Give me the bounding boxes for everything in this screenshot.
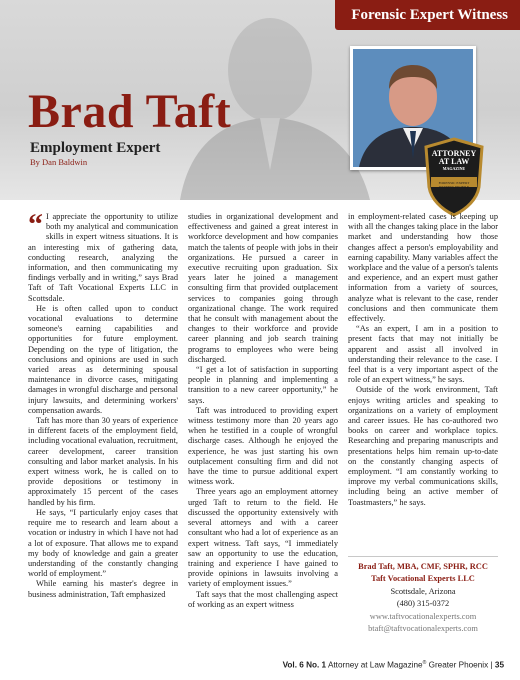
footer-edition: Greater Phoenix	[428, 660, 489, 670]
article-paragraph: He is often called upon to conduct vocational evaluations to determine someone's earning capabilities and opportunities for future employment. Depending on the type of litigation, the conclusions and opinions are used in such varied areas as determining spousal maintenance in divorce cases, mitigating damages in wrongful discharge and personal injury lawsuits, and determining workers' compensation awards.	[28, 303, 178, 415]
contact-city: Scottsdale, Arizona	[390, 586, 456, 596]
page-number: 35	[494, 660, 504, 670]
article-paragraph: Taft says that the most challenging aspect of working as an expert witness	[188, 589, 338, 609]
contact-phone: (480) 315-0372	[396, 599, 450, 609]
article-paragraph: Outside of the work environment, Taft enjoys writing articles and speaking to organizations on a variety of employment and career issues. He has co-authored two books on career and workplace topics. Researching and preparing manuscripts and presentations helps him remain up-to-date on the constantly changing aspects of employment. “I am constantly working to improve my verbal communications skills, including being an active member of Toastmasters,” he says.	[348, 385, 498, 507]
page-footer: Vol. 6 No. 1 Attorney at Law Magazine® Greater Phoenix | 35	[282, 660, 504, 670]
badge-line-1: ATTORNEY	[431, 149, 477, 158]
badge-line-3: MAGAZINE	[442, 166, 466, 171]
footer-publication: Attorney at Law Magazine	[327, 660, 423, 670]
contact-company: Taft Vocational Experts LLC	[371, 574, 475, 584]
byline: By Dan Baldwin	[30, 157, 88, 167]
footer-issue: Vol. 6 No. 1	[282, 660, 327, 670]
article-title: Brad Taft	[28, 85, 232, 138]
article-paragraph: He says, “I particularly enjoy cases that require me to research and learn about a vocation or industry in which I have not had a lot of exposure. That allows me to expand my body of knowledge and gain a greater understanding of the constantly changing world of employment.”	[28, 507, 178, 579]
article-paragraph: “I get a lot of satisfaction in supporting people in planning and implementing a transition to a new career opportunity,” he says.	[188, 365, 338, 405]
badge-line-4: FORENSIC EXPERT	[438, 181, 470, 185]
section-tag: Forensic Expert Witness	[335, 0, 520, 30]
article-paragraph: Three years ago an employment attorney urged Taft to return to the field. He discussed the opportunity extensively with several attorneys and with a career consultant who had a lot of experience as an expert witness. Taft says, “I immediately saw an opportunity to use the education, training and experience I have gained to provide opinions in lawsuits involving a variety of employment issues.”	[188, 487, 338, 589]
article-column-1	[28, 208, 178, 600]
footer-registered-mark: ®	[422, 660, 427, 666]
article-column-2	[188, 212, 338, 610]
article-paragraph: Taft has more than 30 years of experience in different facets of the employment field, including vocational evaluation, recruitment, career development, career transition consulting and labor market analysis. In his expert witness work, he is called on to provide depositions or testimony in approximately 15 percent of the cases handled by his firm.	[28, 416, 178, 507]
article-paragraph: studies in organizational development and effectiveness and gained a great interest in workforce development and how companies match the talents of people with jobs in their organizations. He pursued a career in executive recruiting upon graduation. Six years later he joined a management consulting firm that provided outplacement services to companies going through organizational change. The work required that he consult with management about the changes to their workforce and provide career planning and job search training programs to employees who were being discharged.	[188, 212, 338, 364]
drop-quote-mark: “	[28, 208, 43, 241]
badge-line-5: WITNESS PROFILE	[438, 185, 470, 189]
contact-name: Brad Taft, MBA, CMF, SPHR, RCC	[358, 562, 488, 571]
article-paragraph: While earning his master's degree in business administration, Taft emphasized	[28, 579, 178, 599]
article-column-3	[348, 212, 498, 508]
contact-box	[348, 556, 498, 635]
magazine-badge	[423, 137, 485, 217]
article-paragraph: “As an expert, I am in a position to present facts that may not initially be apparent and assist all involved in understanding their relevance to the case. I feel that is a very important aspect of the role of an expert witness,” he says.	[348, 324, 498, 385]
article-paragraph: Taft was introduced to providing expert witness testimony more than 20 years ago when he testified in a couple of wrongful discharge cases. Although he enjoyed the experience, he was just starting his own outplacement consulting firm and did not have the time to pursue additional expert witness work.	[188, 405, 338, 487]
contact-website-link[interactable]: www.taftvocationalexperts.com	[369, 611, 477, 621]
article-paragraph: in employment-related cases is keeping up with all the changes taking place in the labor market and understanding how those changes affect a person's employability and earning capability. Many variables affect the workplace and the value of a person's talents and experience, and an expert must gather information from a variety of sources, analyze what is relevant to the case, render conclusions and then communicate them effectively.	[348, 212, 498, 324]
badge-line-2: AT LAW	[438, 157, 470, 166]
contact-email-link[interactable]: btaft@taftvocationalexperts.com	[368, 624, 478, 634]
article-paragraph: “ I appreciate the opportunity to utilize both my analytical and communication skills in expert witness situations. It is an interesting mix of gathering data, conducting research, analyzing the information, and then communicating my findings verbally and in writing,” says Brad Taft of Taft Vocational Experts LLC in Scottsdale.	[28, 208, 178, 303]
article-subtitle: Employment Expert	[30, 140, 161, 156]
